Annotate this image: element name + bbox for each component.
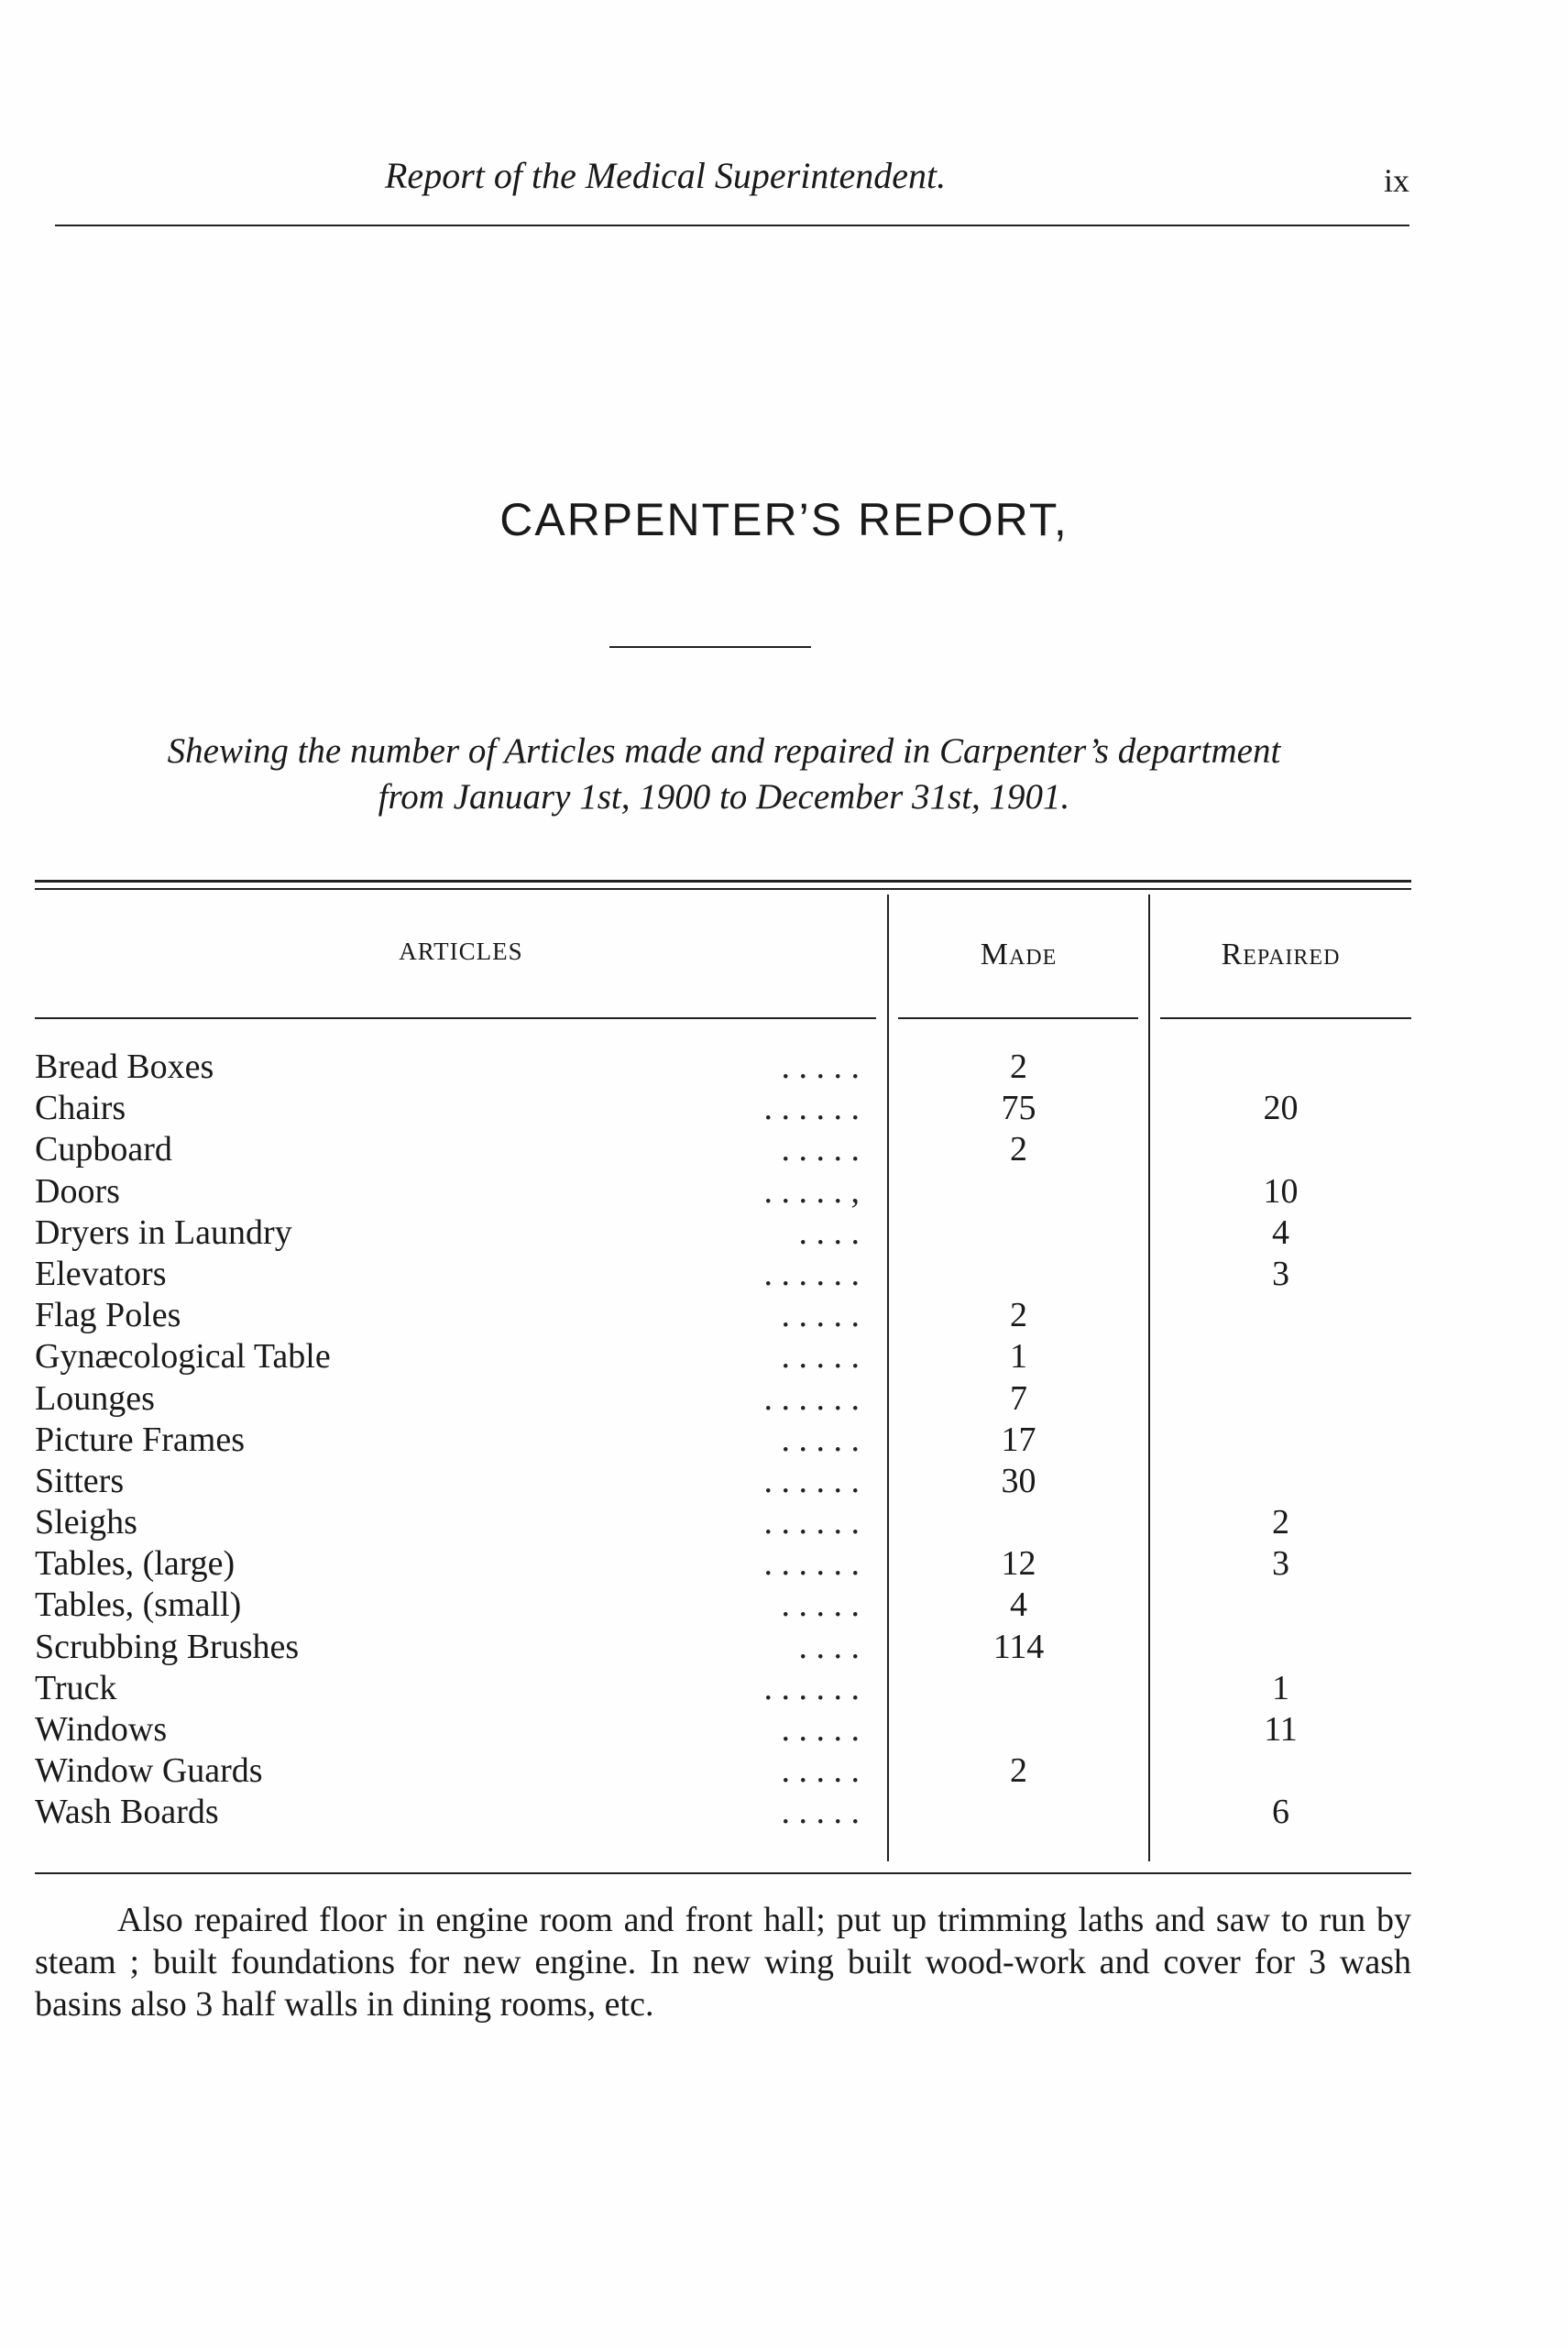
made-count: 4 <box>1010 1585 1027 1625</box>
table-row <box>35 1709 1411 1750</box>
leader-dots: . . . . . <box>781 1751 860 1791</box>
table-row <box>35 1129 1411 1170</box>
table-row <box>35 1750 1411 1792</box>
article-name: Cupboard <box>35 1130 172 1169</box>
leader-dots: . . . . . <box>781 1048 860 1086</box>
table-row <box>35 1212 1411 1254</box>
leader-dots: . . . . . <box>781 1710 860 1749</box>
header-rule-repaired <box>1160 1017 1411 1019</box>
leader-dots: . . . . . <box>781 1793 860 1832</box>
table-top-rule-inner <box>35 888 1411 890</box>
leader-dots: . . . . . . <box>763 1378 860 1418</box>
table-body <box>35 1047 1411 1834</box>
made-count: 2 <box>1010 1296 1027 1335</box>
made-count: 2 <box>1010 1048 1027 1086</box>
article-name: Sitters <box>35 1461 125 1500</box>
article-name: Sleighs <box>35 1503 137 1542</box>
table-row <box>35 1627 1411 1668</box>
article-name: Tables, (large) <box>35 1544 236 1584</box>
table-row <box>35 1254 1411 1295</box>
table-row <box>35 1295 1411 1336</box>
leader-dots: . . . . <box>798 1212 860 1252</box>
article-name: Window Guards <box>35 1751 263 1791</box>
leader-dots: . . . . . , <box>763 1171 860 1211</box>
article-name: Flag Poles <box>35 1296 181 1335</box>
leader-dots: . . . . . . <box>763 1461 860 1500</box>
leader-dots: . . . . . <box>781 1420 860 1459</box>
article-name: Wash Boards <box>35 1793 219 1832</box>
article-name: Elevators <box>35 1254 167 1293</box>
table-row <box>35 1378 1411 1420</box>
leader-dots: . . . . . . <box>763 1668 860 1707</box>
leader-dots: . . . . <box>798 1627 860 1666</box>
article-name: Lounges <box>35 1378 155 1418</box>
table-bottom-rule <box>35 1872 1411 1874</box>
table-row <box>35 1792 1411 1833</box>
header-made: Made <box>980 938 1058 971</box>
made-count: 1 <box>1010 1337 1027 1377</box>
repaired-count: 4 <box>1272 1212 1289 1252</box>
table-row <box>35 1420 1411 1461</box>
repaired-count: 6 <box>1272 1793 1289 1832</box>
article-name: Windows <box>35 1710 168 1749</box>
made-count: 2 <box>1010 1130 1027 1169</box>
report-title: CARPENTER’S REPORT, <box>499 494 1069 545</box>
leader-dots: . . . . . <box>781 1337 860 1377</box>
article-name: Picture Frames <box>35 1420 246 1459</box>
repaired-count: 3 <box>1272 1544 1289 1584</box>
page-number: ix <box>1383 162 1409 199</box>
table-row <box>35 1585 1411 1626</box>
repaired-count: 2 <box>1272 1503 1289 1542</box>
header-rule-articles <box>35 1017 876 1019</box>
article-name: Tables, (small) <box>35 1585 242 1625</box>
table-row <box>35 1336 1411 1377</box>
header-rule-made <box>898 1017 1138 1019</box>
table-row <box>35 1461 1411 1502</box>
made-count: 12 <box>1001 1544 1036 1584</box>
made-count: 75 <box>1001 1089 1036 1128</box>
header-articles: ARTICLES <box>399 938 523 965</box>
made-count: 7 <box>1010 1378 1027 1418</box>
article-name: Chairs <box>35 1089 126 1128</box>
article-name: Scrubbing Brushes <box>35 1627 300 1666</box>
leader-dots: . . . . . . <box>763 1254 860 1293</box>
made-count: 2 <box>1010 1751 1027 1791</box>
articles-table <box>35 880 1411 1870</box>
title-rule <box>609 646 811 648</box>
table-row <box>35 1543 1411 1585</box>
article-name: Doors <box>35 1171 120 1211</box>
running-head <box>55 154 1409 209</box>
article-name: Gynæcological Table <box>35 1337 331 1377</box>
article-name: Bread Boxes <box>35 1048 214 1086</box>
report-subtitle <box>37 729 1411 820</box>
subtitle-line-2: from January 1st, 1900 to December 31st, 1901. <box>378 777 1070 817</box>
table-row <box>35 1171 1411 1212</box>
leader-dots: . . . . . <box>781 1585 860 1625</box>
repaired-count: 3 <box>1272 1254 1289 1293</box>
table-row <box>35 1502 1411 1543</box>
article-name: Truck <box>35 1668 117 1707</box>
header-repaired: Repaired <box>1221 938 1341 971</box>
running-head-title: Report of the Medical Superintendent. <box>385 155 947 196</box>
leader-dots: . . . . . . <box>763 1503 860 1542</box>
table-top-rule <box>35 880 1411 883</box>
made-count: 114 <box>992 1627 1045 1666</box>
leader-dots: . . . . . . <box>763 1089 860 1128</box>
report-note: Also repaired floor in engine room and front hall; put up trimming laths and saw to run by steam ; built foundations for new engine. In new wing built wood-work and cover for 3 wash basins also 3 half walls in dining rooms, etc. <box>35 1901 1411 2024</box>
repaired-count: 11 <box>1264 1710 1298 1749</box>
table-row <box>35 1047 1411 1088</box>
subtitle-line-1: Shewing the number of Articles made and repaired in Carpenter’s department <box>167 731 1281 771</box>
article-name: Dryers in Laundry <box>35 1212 292 1252</box>
leader-dots: . . . . . <box>781 1130 860 1169</box>
leader-dots: . . . . . <box>781 1296 860 1335</box>
table-row <box>35 1668 1411 1709</box>
made-count: 30 <box>1001 1461 1036 1500</box>
leader-dots: . . . . . . <box>763 1544 860 1584</box>
repaired-count: 1 <box>1272 1668 1289 1707</box>
repaired-count: 20 <box>1263 1089 1299 1128</box>
repaired-count: 10 <box>1263 1171 1299 1211</box>
made-count: 17 <box>1001 1420 1036 1459</box>
table-row <box>35 1088 1411 1129</box>
running-head-rule <box>55 225 1409 226</box>
